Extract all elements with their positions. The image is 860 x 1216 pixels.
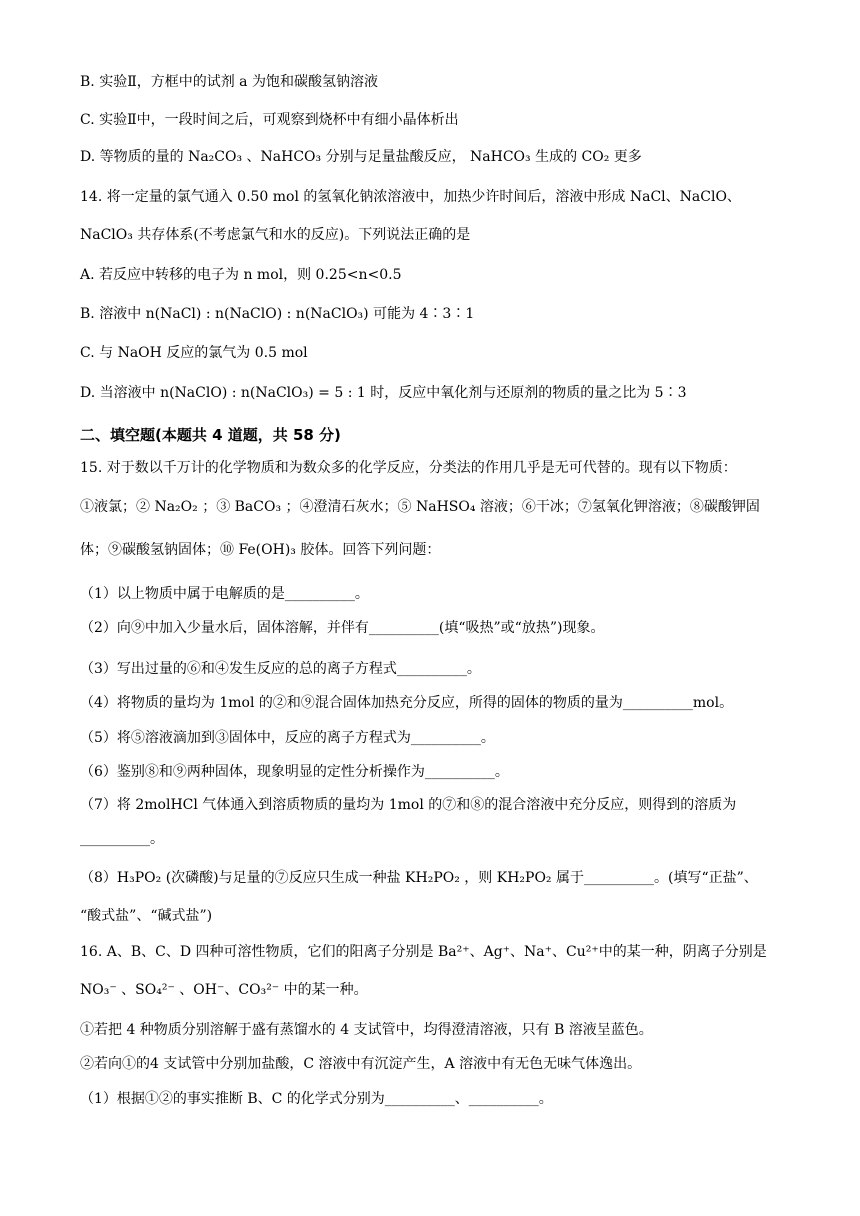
option-13b: B. 实验Ⅱ，方框中的试剂 a 为饱和碳酸氢钠溶液: [80, 74, 378, 90]
question-15-part-2: （2）向⑨中加入少量水后，固体溶解，并伴有__________(填“吸热”或“放热”)现象。: [80, 620, 605, 636]
option-13c: C. 实验Ⅱ中，一段时间之后，可观察到烧杯中有细小晶体析出: [80, 112, 459, 128]
question-14-stem: 14. 将一定量的氯气通入 0.50 mol 的氢氧化钠浓溶液中，加热少许时间后，溶液中形成 NaCl、NaClO、: [80, 189, 741, 205]
option-14a: A. 若反应中转移的电子为 n mol，则 0.25<n<0.5: [80, 267, 402, 283]
option-13d: D. 等物质的量的 Na₂CO₃ 、NaHCO₃ 分别与足量盐酸反应， NaHCO₃ 生成的 CO₂ 更多: [80, 149, 642, 165]
question-16-part-1: （1）根据①②的事实推断 B、C 的化学式分别为__________、__________。: [80, 1091, 553, 1107]
question-15-part-8: （8）H₃PO₂ (次磷酸)与足量的⑦反应只生成一种盐 KH₂PO₂ ，则 KH₂PO₂ 属于__________。(填写“正盐”、: [80, 870, 758, 886]
question-14-stem-cont: NaClO₃ 共存体系(不考虑氯气和水的反应)。下列说法正确的是: [80, 227, 471, 243]
question-15-part-7-blank: __________。: [80, 831, 164, 847]
question-15-part-1: （1）以上物质中属于电解质的是__________。: [80, 586, 369, 602]
question-15-part-4: （4）将物质的量均为 1mol 的②和⑨混合固体加热充分反应，所得的固体的物质的量为__________mol。: [80, 695, 734, 711]
option-14d: D. 当溶液中 n(NaClO) : n(NaClO₃) = 5 : 1 时，反应中氧化剂与还原剂的物质的量之比为 5∶3: [80, 385, 687, 401]
question-15-substances-2: 体；⑨碳酸氢钠固体；⑩ Fe(OH)₃ 胶体。回答下列问题：: [80, 542, 441, 558]
question-16-stem: 16. A、B、C、D 四种可溶性物质，它们的阳离子分别是 Ba²⁺、Ag⁺、Na⁺、Cu²⁺中的某一种，阴离子分别是: [80, 944, 767, 960]
question-16-condition-2: ②若向①的4 支试管中分别加盐酸，C 溶液中有沉淀产生，A 溶液中有无色无味气体逸出。: [80, 1056, 642, 1072]
section-heading: 二、填空题(本题共 4 道题，共 58 分): [80, 426, 341, 444]
question-16-anions: NO₃⁻ 、SO₄²⁻ 、OH⁻、CO₃²⁻ 中的某一种。: [80, 982, 368, 998]
question-15-part-5: （5）将⑤溶液滴加到③固体中，反应的离子方程式为__________。: [80, 730, 495, 746]
question-15-part-7: （7）将 2molHCl 气体通入到溶质物质的量均为 1mol 的⑦和⑧的混合溶液中充分反应，则得到的溶质为: [80, 797, 737, 813]
question-15-stem: 15. 对于数以千万计的化学物质和为数众多的化学反应，分类法的作用几乎是无可代替的。现有以下物质：: [80, 460, 737, 476]
question-15-part-6: （6）鉴别⑧和⑨两种固体，现象明显的定性分析操作为__________。: [80, 764, 509, 780]
option-14b: B. 溶液中 n(NaCl) : n(NaClO) : n(NaClO₃) 可能为 4∶3∶1: [80, 306, 475, 322]
question-15-part-8-cont: “酸式盐”、“碱式盐”): [80, 908, 213, 924]
option-14c: C. 与 NaOH 反应的氯气为 0.5 mol: [80, 345, 308, 361]
question-15-substances-1: ①液氯；② Na₂O₂ ；③ BaCO₃ ；④澄清石灰水；⑤ NaHSO₄ 溶液；⑥干冰；⑦氢氧化钾溶液；⑧碳酸钾固: [80, 499, 760, 515]
question-15-part-3: （3）写出过量的⑥和④发生反应的总的离子方程式__________。: [80, 661, 481, 677]
question-16-condition-1: ①若把 4 种物质分别溶解于盛有蒸馏水的 4 支试管中，均得澄清溶液，只有 B 溶液呈蓝色。: [80, 1022, 653, 1038]
